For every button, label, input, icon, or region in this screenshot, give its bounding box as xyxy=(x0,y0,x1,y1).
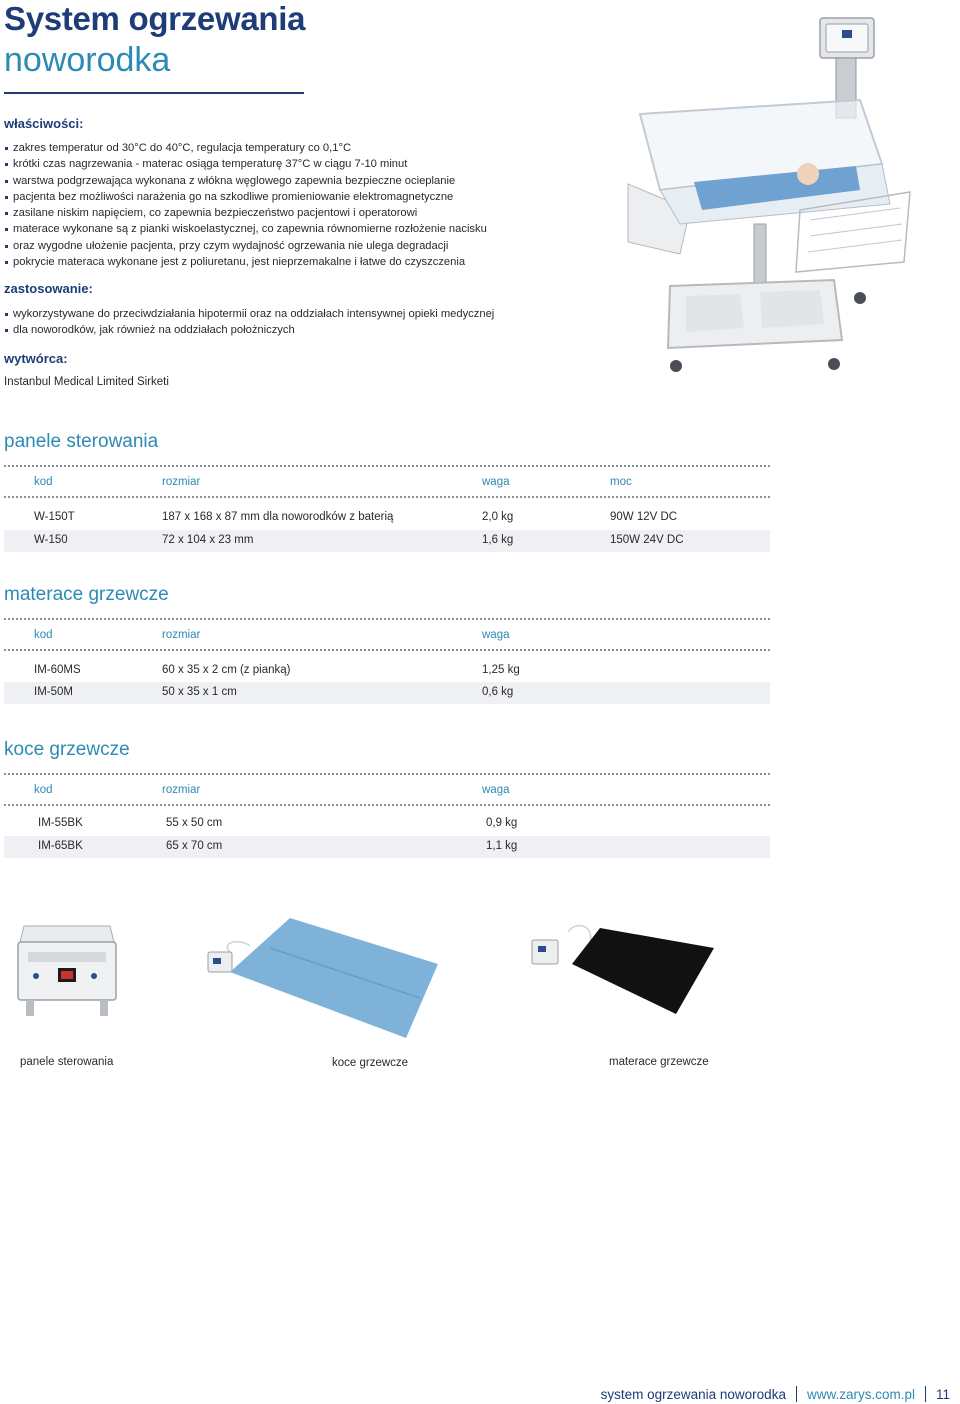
feature-item: pacjenta bez możliwości narażenia go na szkodliwe promieniowanie elektromagnetyczne xyxy=(4,189,564,205)
table-row xyxy=(4,660,770,682)
title-underline xyxy=(4,92,304,94)
application-list xyxy=(4,306,564,339)
cell-weight: 2,0 kg xyxy=(482,511,514,523)
feature-item: warstwa podgrzewająca wykonana z włókna węglowego zapewnia bezpieczne ocieplanie xyxy=(4,173,564,189)
cell-weight: 1,1 kg xyxy=(486,840,518,852)
table-row xyxy=(4,530,770,552)
footer-divider xyxy=(925,1386,926,1402)
cell-code: IM-50M xyxy=(34,686,73,698)
panels-table-title: panele sterowania xyxy=(4,431,159,452)
table-row xyxy=(4,682,770,704)
mattresses-header-row xyxy=(4,625,770,647)
cell-weight: 1,6 kg xyxy=(482,534,514,546)
feature-item: pokrycie materaca wykonane jest z poliuretanu, jest nieprzemakalne i łatwe do czyszczenia xyxy=(4,254,564,270)
cell-size: 72 x 104 x 23 mm xyxy=(162,534,254,546)
control-panel-photo xyxy=(14,922,120,1022)
incubator-photo xyxy=(620,14,912,378)
page-title: System ogrzewania xyxy=(4,0,306,37)
features-list xyxy=(4,140,564,270)
blankets-top-rule xyxy=(4,773,770,775)
col-power-header: moc xyxy=(610,476,632,488)
cell-size: 55 x 50 cm xyxy=(166,817,223,829)
mattresses-table-title: materace grzewcze xyxy=(4,584,169,605)
panels-header-rule xyxy=(4,496,770,498)
cell-size: 50 x 35 x 1 cm xyxy=(162,686,237,698)
cell-size: 65 x 70 cm xyxy=(166,840,223,852)
page-subtitle: noworodka xyxy=(4,41,171,79)
cell-size: 60 x 35 x 2 cm (z pianką) xyxy=(162,664,291,676)
cell-code: W-150T xyxy=(34,511,75,523)
cell-code: IM-65BK xyxy=(38,840,83,852)
caption-heating-blanket: koce grzewcze xyxy=(332,1057,409,1069)
cell-weight: 1,25 kg xyxy=(482,664,520,676)
cell-power: 90W 12V DC xyxy=(610,511,678,523)
page-footer xyxy=(601,1386,950,1402)
col-code-header: kod xyxy=(34,476,53,488)
col-code-header: kod xyxy=(34,784,53,796)
feature-item: krótki czas nagrzewania - materac osiąga temperaturę 37°C w ciągu 7-10 minut xyxy=(4,156,564,172)
feature-item: oraz wygodne ułożenie pacjenta, przy czym wydajność ogrzewania nie ulega degradacji xyxy=(4,238,564,254)
blankets-table-title: koce grzewcze xyxy=(4,739,130,760)
cell-code: IM-60MS xyxy=(34,664,81,676)
col-size-header: rozmiar xyxy=(162,629,201,641)
panels-top-rule xyxy=(4,465,770,467)
col-size-header: rozmiar xyxy=(162,784,201,796)
feature-item: zasilane niskim napięciem, co zapewnia bezpieczeństwo pacjentowi i operatorowi xyxy=(4,205,564,221)
cell-size: 187 x 168 x 87 mm dla noworodków z baterią xyxy=(162,511,394,523)
col-size-header: rozmiar xyxy=(162,476,201,488)
caption-control-panel: panele sterowania xyxy=(20,1056,114,1068)
heating-mattress-photo xyxy=(528,918,718,1018)
table-row xyxy=(4,836,770,858)
mattresses-top-rule xyxy=(4,618,770,620)
caption-heating-mattress: materace grzewcze xyxy=(609,1056,709,1068)
feature-item: materace wykonane są z pianki wiskoelastycznej, co zapewnia równomierne rozłożenie nacisku xyxy=(4,221,564,237)
table-row xyxy=(4,813,770,835)
application-heading: zastosowanie: xyxy=(4,281,93,296)
col-weight-header: waga xyxy=(482,629,510,641)
mattresses-header-rule xyxy=(4,649,770,651)
application-item: wykorzystywane do przeciwdziałania hipotermii oraz na oddziałach intensywnej opieki medycznej xyxy=(4,306,564,322)
cell-code: IM-55BK xyxy=(38,817,83,829)
blankets-header-row xyxy=(4,780,770,802)
cell-weight: 0,9 kg xyxy=(486,817,518,829)
page-number: 11 xyxy=(935,1386,950,1402)
col-weight-header: waga xyxy=(482,784,510,796)
footer-divider xyxy=(796,1386,797,1402)
heating-blanket-photo xyxy=(200,912,442,1042)
cell-weight: 0,6 kg xyxy=(482,686,514,698)
cell-code: W-150 xyxy=(34,534,68,546)
manufacturer-name: Instanbul Medical Limited Sirketi xyxy=(4,376,169,388)
manufacturer-heading: wytwórca: xyxy=(4,351,68,366)
footer-title: system ogrzewania noworodka xyxy=(600,1386,786,1402)
cell-power: 150W 24V DC xyxy=(610,534,684,546)
table-row xyxy=(4,507,770,529)
application-item: dla noworodków, jak również na oddziałach położniczych xyxy=(4,322,564,338)
footer-url[interactable]: www.zarys.com.pl xyxy=(806,1386,915,1402)
col-code-header: kod xyxy=(34,629,53,641)
panels-header-row xyxy=(4,472,770,494)
col-weight-header: waga xyxy=(482,476,510,488)
features-heading: właściwości: xyxy=(4,116,84,131)
feature-item: zakres temperatur od 30°C do 40°C, regulacja temperatury co 0,1°C xyxy=(4,140,564,156)
blankets-header-rule xyxy=(4,804,770,806)
